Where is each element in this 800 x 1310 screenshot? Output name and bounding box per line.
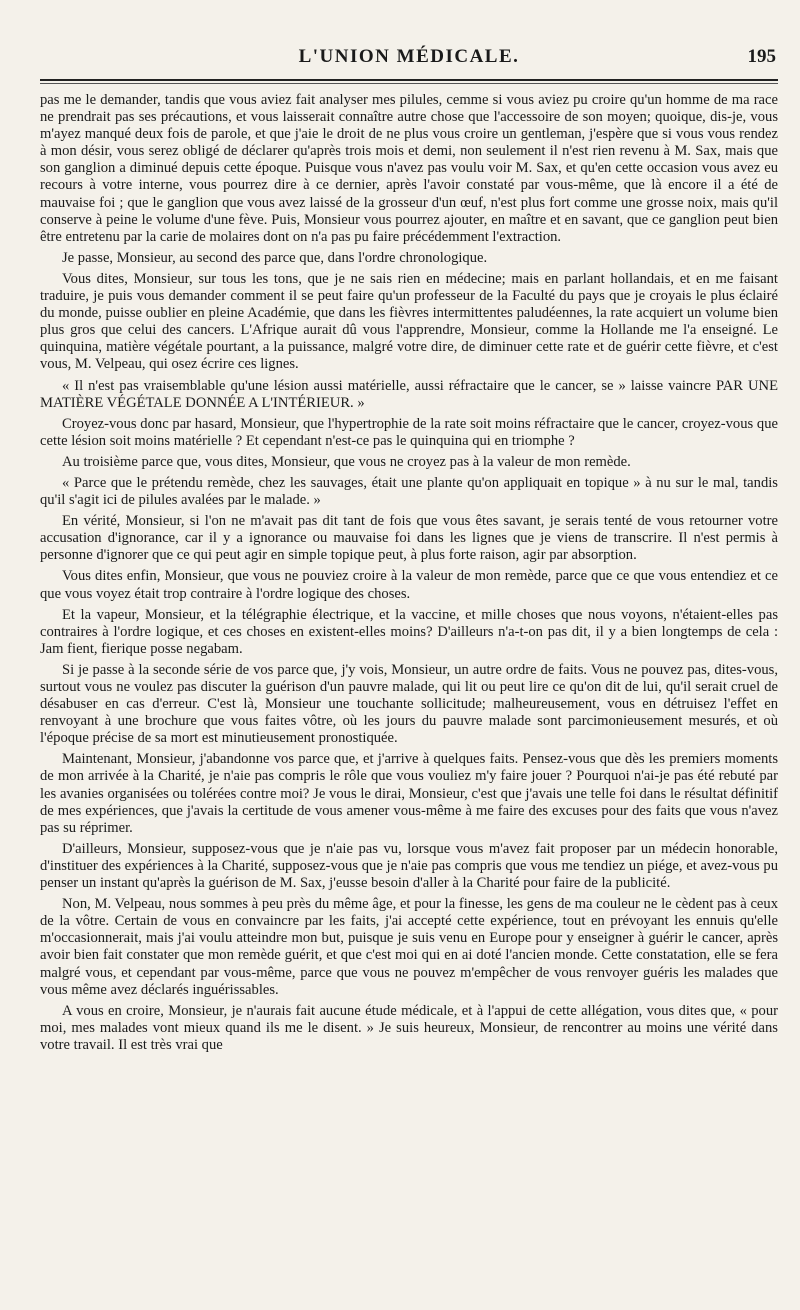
- paragraph: Au troisième parce que, vous dites, Monsieur, que vous ne croyez pas à la valeur de mon remède.: [62, 453, 631, 470]
- paragraph: « Parce que le prétendu remède, chez les sauvages, était une plante qu'on appliquait en topique » à nu sur le mal, tandis qu'il s'agit ici de pilules avalées par le malade. »: [40, 474, 778, 509]
- paragraph: A vous en croire, Monsieur, je n'aurais fait aucune étude médicale, et à l'appui de cette allégation, vous dites que, « pour moi, mes malades vont mieux quand ils me le disent. » Je suis heureux, Monsieur, de rencontrer au moins une vérité dans votre travail. Il est très vrai que: [40, 1002, 778, 1053]
- journal-title: L'UNION MÉDICALE.: [298, 46, 520, 67]
- paragraph: Maintenant, Monsieur, j'abandonne vos parce que, et j'arrive à quelques faits. Pensez-vous que dès les premiers moments de mon arrivée à la Charité, je n'aie pas compris le rôle que vous vouliez m'y faire jouer ? Pourquoi n'ai-je pas été rebuté par les avanies organisées ou tolérées contre moi? Je vous le dirai, Monsieur, c'est que j'avais une telle foi dans le résultat définitif de mes expériences, que j'avais la certitude de vous amener vous-même à me faire des excuses pour des faits que vous n'avez pas su réprimer.: [40, 751, 778, 836]
- header-rule: [40, 79, 778, 81]
- page-number: 195: [747, 46, 776, 67]
- paragraph: Et la vapeur, Monsieur, et la télégraphie électrique, et la vaccine, et mille choses que nous voyons, n'étaient-elles pas contraires à l'ordre logique, et ces choses en existent-elles moins? D'ailleurs n'a-t-on pas dit, il y a bien longtemps de cela : Jam fient, fierique posse negabam.: [40, 606, 778, 657]
- paragraph: Croyez-vous donc par hasard, Monsieur, que l'hypertrophie de la rate soit moins réfractaire que le cancer, croyez-vous que cette lésion soit moins matérielle ? Et cependant n'est-ce pas le quinquina qui en triomphe ?: [40, 415, 778, 449]
- paragraph: D'ailleurs, Monsieur, supposez-vous que je n'aie pas vu, lorsque vous m'avez fait proposer par un médecin honorable, d'instituer des expériences à la Charité, supposez-vous que je n'aie pas compris que vous me tendiez un piége, et avez-vous pu penser un instant qu'après la guérison de M. Sax, j'eusse besoin d'aller à la Charité pour faire de la publicité.: [40, 840, 778, 892]
- header-rule-thin: [40, 83, 778, 84]
- paragraph: « Il n'est pas vraisemblable qu'une lésion aussi matérielle, aussi réfractaire que le cancer, se » laisse vaincre PAR UNE MATIÈRE VÉGÉTALE DONNÉE A L'INTÉRIEUR. »: [40, 377, 778, 411]
- paragraph: Vous dites, Monsieur, sur tous les tons, que je ne sais rien en médecine; mais en parlant hollandais, et en me faisant traduire, je puis vous demander comment il se peut faire qu'un professeur de la Faculté du pays que je croyais le plus éclairé du monde, puisse oublier en pleine Académie, que dans les fièvres intermittentes paludéennes, la rate acquiert un volume bien plus gros que celui des cancers. L'Afrique aurait dû vous l'apprendre, Monsieur, comme la Hollande me l'a enseigné. Le quinquina, matière végétale pourtant, a la puissance, malgré votre dire, de diminuer cette rate et de guérir cette fièvre, et c'est vous, M. Velpeau, qui osez écrire ces lignes.: [40, 270, 778, 373]
- paragraph: En vérité, Monsieur, si l'on ne m'avait pas dit tant de fois que vous êtes savant, je serais tenté de vous retourner votre accusation d'ignorance, car il y a ignorance ou mauvaise foi dans les lignes que je viens de transcrire. Il n'est permis à personne d'ignorer que ce qui peut agir en simple topique peut, à plus forte raison, agir par absorption.: [40, 513, 778, 564]
- paragraph: Si je passe à la seconde série de vos parce que, j'y vois, Monsieur, un autre ordre de faits. Vous ne pouvez pas, dites-vous, surtout vous ne voulez pas discuter la guérison d'un pauvre malade, qui lit ou peut lire ce qu'on dit de lui, qu'il serait cruel de désabuser en cas d'erreur. C'est là, Monsieur une touchante sollicitude; malheureusement, vous en détruisez l'effet en renvoyant à une brochure que vous faites vôtre, où les jours du pauvre malade sont parcimonieusement mesurés, et où l'époque précise de sa mort est minutieusement pronostiquée.: [40, 661, 778, 747]
- paragraph: Je passe, Monsieur, au second des parce que, dans l'ordre chronologique.: [62, 249, 488, 266]
- page-header: [40, 46, 778, 76]
- paragraph: pas me le demander, tandis que vous aviez fait analyser mes pilules, cemme si vous aviez pu croire qu'un homme de ma race ne prendrait pas ses précautions, et vous laisserait connaître autre chose que l'accessoire de son moyen; quoique, dis-je, vous m'ayez manqué deux fois de parole, et que j'aie le droit de ne plus vous croire un gentleman, j'espère que si vous vous rendez à mon désir, vous serez obligé de déclarer qu'après trois mois et demi, non seulement il n'est rien revenu à M. Sax, mais que son ganglion a diminué depuis cette époque. Puisque vous n'avez pas voulu voir M. Sax, et qu'en cette occasion vous avez eu recours à votre interne, vous pourrez dire à ce dernier, après l'avoir constaté par vous-même, que là encore il a été de mauvaise foi ; que le ganglion que vous avez laissé de la grosseur d'un œuf, n'est plus fort comme une grosse noix, mais qu'il conserve à peine le volume d'une fève. Puis, Monsieur vous pourrez ajouter, en maître et en savant, que ce ganglion peut bien être entretenu par la carie de molaires dont on n'a pas pu faire précédemment l'extraction.: [40, 92, 778, 245]
- article-body: [40, 92, 778, 1058]
- paragraph: Non, M. Velpeau, nous sommes à peu près du même âge, et pour la finesse, les gens de ma couleur ne le cèdent pas à ceux de la vôtre. Certain de vous en convaincre par les faits, j'ai accepté cette expérience, tout en prévoyant les ennuis qu'elle m'occasionnerait, mais j'ai voulu atteindre mon but, puisque je suis venu en Europe pour y enseigner à guérir le cancer, après avoir bien fait constater que mon remède guérit, et que c'est moi qui en ai doté l'ancien monde. Cette constatation, elle se fera malgré vous, et cependant par vous-même, parce que vous ne pouvez m'empêcher de vous renvoyer guéris les malades que vous même avez déclarés inguérissables.: [40, 896, 778, 998]
- paragraph: Vous dites enfin, Monsieur, que vous ne pouviez croire à la valeur de mon remède, parce que ce que vous entendiez et ce que vous voyez était trop contraire à l'ordre logique des choses.: [40, 568, 778, 602]
